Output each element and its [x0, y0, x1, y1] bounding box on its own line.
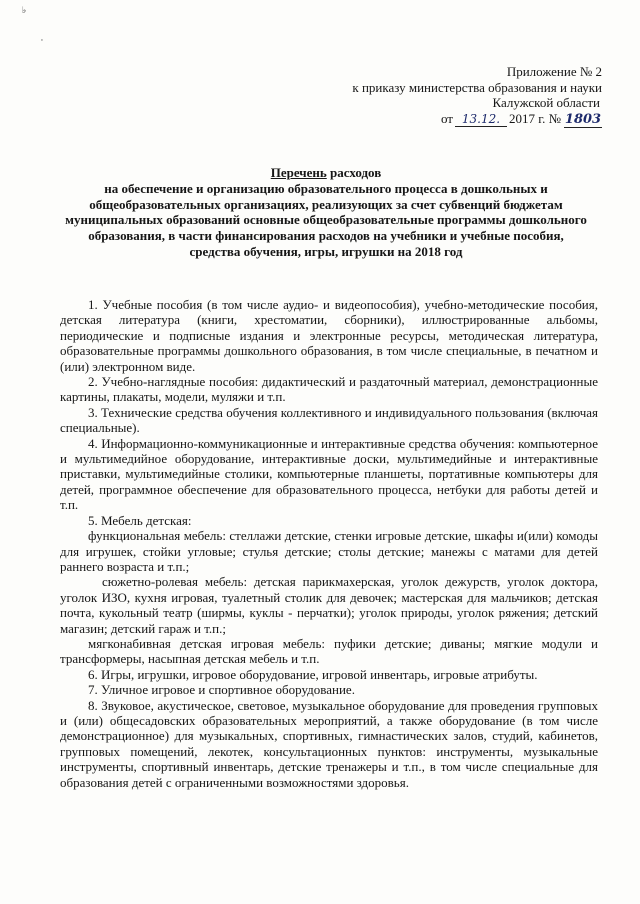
order-number-handwritten: 1803 — [564, 111, 602, 127]
list-subitem: функциональная мебель: стеллажи детские, стенки игровые детские, шкафы и(или) комоды для игрушек, стойки угловые; стулья детские; столы детские; манежы с матами для детей раннего возраста и т.п.; — [60, 528, 598, 574]
list-item: 6. Игры, игрушки, игровое оборудование, игровой инвентарь, игровые атрибуты. — [88, 666, 538, 682]
title-line: муниципальных образований основные общеобразовательные программы дошкольного — [65, 212, 587, 228]
list-item: 5. Мебель детская: — [88, 512, 192, 528]
list-subitem: мягконабивная детская игровая мебель: пуфики детские; диваны; мягкие модули и трансформеры, насыпная детская мебель и т.п. — [60, 635, 598, 667]
order-date-handwritten: 13.12. — [455, 112, 507, 127]
document-body — [60, 297, 598, 790]
title-line: на обеспечение и организацию образовательного процесса в дошкольных и — [104, 180, 548, 196]
scan-mark: ♭ — [22, 6, 27, 16]
list-item: 1. Учебные пособия (в том числе аудио- и видеопособия), учебно-методические пособия, детская литература (книги, хрестоматии, сборники), иллюстрированные альбомы, периодические и подписные издания и электронные ресурсы, методическая литература, образовательные программы дошкольного образования, в том числе специальные, в печатном и (или) электронном виде. — [60, 297, 598, 374]
order-year: 2017 г. № — [508, 110, 561, 126]
scan-mark: ' — [41, 38, 43, 46]
title-line: общеобразовательных организациях, реализующих за счет субвенций бюджетам — [89, 196, 563, 212]
order-prefix: от — [440, 110, 453, 126]
appendix-number: Приложение № 2 — [506, 64, 602, 79]
list-item: 3. Технические средства обучения коллективного и индивидуального пользования (включая специальные). — [60, 404, 598, 436]
title-heading — [58, 165, 594, 181]
list-item: 4. Информационно-коммуникационные и интерактивные средства обучения: компьютерное и мультимедийное оборудование, интерактивные доски, мультимедийные и интерактивные приставки, мультимедийные столики, компьютерные планшеты, портативные компьютеры для детей, программное обеспечение для образовательного процесса, нетбуки для работы детей и т.п. — [60, 435, 598, 513]
appendix-header — [302, 64, 602, 128]
appendix-region: Калужской области — [492, 95, 600, 110]
title-word: Перечень — [270, 165, 327, 180]
appendix-order-line — [302, 111, 602, 128]
title-line: образования, в части финансирования расходов на учебники и учебные пособия, — [88, 228, 564, 244]
list-item: 7. Уличное игровое и спортивное оборудование. — [88, 682, 355, 698]
title-word-rest: расходов — [326, 165, 382, 180]
title-line: средства обучения, игры, игрушки на 2018 год — [189, 243, 463, 259]
document-title — [58, 165, 594, 260]
appendix-order-ref: к приказу министерства образования и науки — [352, 79, 602, 95]
list-item: 8. Звуковое, акустическое, световое, музыкальное оборудование для проведения групповых и (или) общесадовских образовательных мероприятий, а также оборудование (в том числе демонстрационное) для музыкальных, спортивных, гимнастических залов, студий, кабинетов, групповых помещений, лекотек, консультационных пунктов: инструменты, музыкальные инструменты, спортивный инвентарь, детские тренажеры и т.п., в том числе специальные для образования детей с ограниченными возможностями здоровья. — [60, 697, 598, 790]
list-item: 2. Учебно-наглядные пособия: дидактический и раздаточный материал, демонстрационные картины, плакаты, модели, муляжи и т.п. — [60, 374, 598, 405]
list-subitem: сюжетно-ролевая мебель: детская парикмахерская, уголок дежурств, уголок доктора, уголок ИЗО, кухня игровая, туалетный столик для девочек; мастерская для мальчиков; детская почта, кукольный театр (ширмы, куклы - перчатки); уголок природы, уголок ряжения; детский магазин; детский гараж и т.п.; — [60, 574, 598, 636]
